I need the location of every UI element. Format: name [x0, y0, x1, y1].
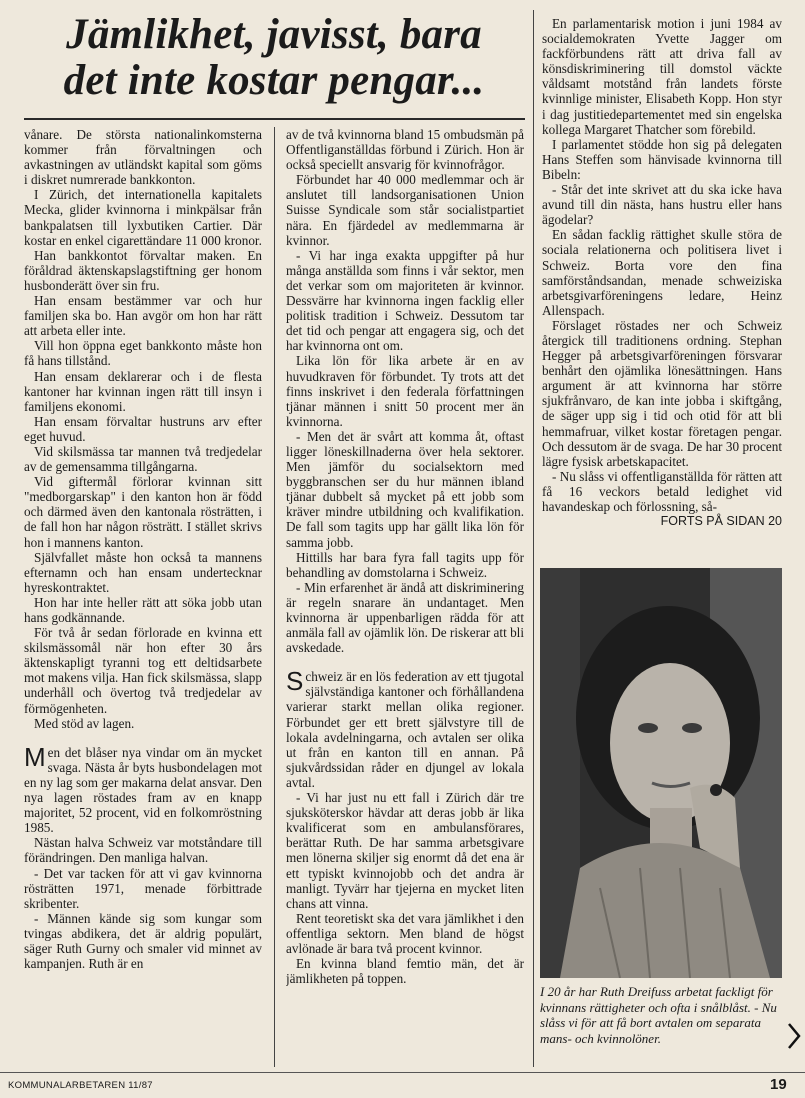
photo-caption: I 20 år har Ruth Dreifuss arbetat fackligt för kvinnans rättigheter och ofta i snålblåst. - Nu slåss vi för att få bort avtalen om separata mans- och kvinnolöner. [540, 984, 777, 1046]
paragraph: Han ensam förvaltar hustruns arv efter eget huvud. [24, 413, 262, 444]
paragraph: - Vi har inga exakta uppgifter på hur många anställda som finns i vår sektor, men det verkar som om majoriteten är kvinnor. Dessvärre har kvinnorna ingen facklig eller politisk tradition i Schweiz. Dessutom tar det tid och pengar att engagera sig, och det har kvinnorna ont om. [286, 247, 524, 354]
dropcap-paragraph [24, 741, 262, 836]
paragraph: Vill hon öppna eget bankkonto måste hon få hans tillstånd. [24, 338, 262, 369]
chevron-right-icon [787, 1022, 801, 1050]
paragraph: vånare. De största nationalinkomsterna kommer från förvaltningen och avkastningen av utländskt kapital som göms i diskret numrerade bankkonton. [24, 127, 262, 188]
headline-line-2: det inte kostar pengar... [63, 57, 485, 104]
paragraph: - Vi har just nu ett fall i Zürich där tre sjuksköterskor hävdar att deras jobb är lika kvalificerat som en ambulansförares, berättar Ruth. De har samma arbetsgivare men lönerna skiljer sig enormt då det ena är ett typiskt kvinnojobb och det andra är manligt. Tyvärr har tjejerna en mycket liten chans att vinna. [286, 790, 524, 911]
headline-rule [24, 118, 525, 120]
paragraph: Med stöd av lagen. [34, 715, 135, 731]
paragraph: - Nu slåss vi offentliganställda för rätten att få 16 veckors betald ledighet vid havandeskap och förlossning, så- [542, 468, 782, 514]
paragraph: Han ensam bestämmer var och hur familjen ska bo. Han avgör om hon har rätt att arbeta eller inte. [24, 293, 262, 339]
paragraph: Han ensam deklarerar och i de flesta kantoner har kvinnan ingen rätt till insyn i familjens ekonomi. [24, 368, 262, 414]
paragraph: Förbundet har 40 000 medlemmar och är anslutet till landsorganisationen Union Suisse Syndicale som står socialistpartiet nära. En fjärdedel av medlemmarna är kvinnor. [286, 172, 524, 248]
paragraph: Förslaget röstades ner och Schweiz återgick till traditionens ordning. Stephan Hegger på arbetsgivarföreningen försvarar benhårt den ojämlika lönesättningen. Hans argument är att kvinnorna har större sjukfrånvaro, de kan inte jobba i skiftgång, de säger upp sig i tid och otid för att bli hemmafruar, vilket kostar företagen pengar. Och dessutom är de svaga. De har 30 procent lägre fysisk arbetskapacitet. [542, 317, 782, 469]
dropcap-text: chweiz är en lös federation av ett tjugotal självständiga kantoner och förhållandena varierar starkt mellan olika regioner. Förbundet ger ett brett självstyre till de lokala avdelningarna, och avtalen ser olika ut från en kanton till en annan. På sjukvårdssidan råder en djungel av lokala avtal. [286, 669, 524, 790]
paragraph: - Men det är svårt att komma åt, oftast ligger löneskillnaderna över hela sektorer. Men jämför du socialsektorn med byggbranschen ser du hur männen ibland tjänar dubbelt så mycket på ett jobb som kräver mindre utbildning och kvalifikation. De fall som tagits upp har gällt lika lön för samma jobb. [286, 428, 524, 550]
publication-footer: KOMMUNALARBETAREN 11/87 [8, 1080, 153, 1091]
paragraph: Lika lön för lika arbete är en av huvudkraven för förbundet. Ty trots att det finns inskrivet i den federala författningen tjänar männen i snitt 50 procent mer än kvinnorna. [286, 353, 524, 429]
paragraph: Vid giftermål förlorar kvinnan sitt "medborgarskap" i den kanton hon är född och därmed även den kantonala rösträtten, i de fall hon har någon rösträtt. I stället skrivs hon i mannens kanton. [24, 474, 262, 550]
paragraph: I Zürich, det internationella kapitalets Mecka, glider kvinnorna i minkpälsar från bankpalatsen till lyxbutiken Cartier. Där kostar en enkel cigarettändare 11 000 kronor. [24, 187, 262, 248]
paragraph: Hon har inte heller rätt att söka jobb utan hans godkännande. [24, 594, 262, 625]
paragraph: Hittills har bara fyra fall tagits upp för behandling av domstolarna i Schweiz. [286, 549, 524, 580]
paragraph: Han bankkontot förvaltar maken. En föråldrad äktenskapslagstiftning ger honom husbonderätt över sin fru. [24, 247, 262, 293]
portrait-photo [540, 568, 782, 978]
paragraph: En parlamentarisk motion i juni 1984 av socialdemokraten Yvette Jagger om fackförbundens rätt att driva fall av könsdiskriminering till domstol väckte våldsamt motstånd från landets förste kvinnlige minister, Elisabeth Kopp. Hon styr i dag justitiedepartementet med sin engelska kollega Margaret Thatcher som förebild. [542, 16, 782, 137]
paragraph: - Männen kände sig som kungar som tvingas abdikera, det är aldrig populärt, säger Ruth Gurny och smaler vid minnet av kampanjen. Ruth är en [24, 910, 262, 972]
paragraph: En kvinna bland femtio män, det är jämlikheten på toppen. [286, 956, 524, 987]
dropcap-text: en det blåser nya vindar om än mycket svaga. Nästa år byts husbondelagen mot en ny lag som ger makarna delat ansvar. Den nya lagen röstades fram av en knapp majoritet, 52 procent, vid en folkomröstning 1985. [24, 744, 262, 836]
section-gap [24, 731, 262, 745]
column-1 [24, 127, 262, 1062]
paragraph: Rent teoretiskt ska det vara jämlikhet i den offentliga sektorn. Men bland de högst avlönade är bara två procent kvinnor. [286, 910, 524, 956]
paragraph: I parlamentet stödde hon sig på delegaten Hans Steffen som hänvisade kvinnorna till Bibeln: [542, 136, 782, 182]
portrait-illustration [540, 568, 782, 978]
dropcap-letter: M [24, 741, 46, 772]
continued-on-note: FORTS PÅ SIDAN 20 [660, 514, 782, 529]
paragraph: Vid skilsmässa tar mannen två tredjedelar av de gemensamma tillgångarna. [24, 443, 262, 475]
page-number: 19 [770, 1076, 787, 1093]
paragraph: av de två kvinnorna bland 15 ombudsmän på Offentliganställdas förbund i Zürich. Hon är också speciellt ansvarig för kvinnofrågor. [286, 127, 524, 173]
column-3 [542, 16, 782, 556]
section-gap [286, 655, 524, 669]
headline-line-1: Jämlikhet, javisst, bara [66, 11, 482, 58]
paragraph: Nästan halva Schweiz var motståndare till förändringen. Den manliga halvan. [24, 835, 262, 866]
column-divider [274, 127, 275, 1067]
paragraph: - Står det inte skrivet att du ska icke hava avund till din nästa, hans hustru eller hans ägodelar? [542, 182, 782, 228]
footer-rule [0, 1072, 805, 1073]
paragraph: För två år sedan förlorade en kvinna ett skilsmässomål när hon efter 30 års äktenskapligt tyranni tog ett deltidsarbete mot makens vilja. Han fick skilsmässa, slapp underhåll och övertog två tredjedelar av förmögenheten. [24, 625, 262, 716]
column-2 [286, 127, 524, 1062]
article-headline [24, 12, 524, 104]
column-divider [533, 10, 534, 1067]
paragraph: En sådan facklig rättighet skulle störa de sociala relationerna och politisera livet i Schweiz. Borta vore den fina samförståndsandan, menade schweiziska arbetsgivarföreningens ledare, Heinz Allenspach. [542, 227, 782, 318]
paragraph: Självfallet måste hon också ta mannens efternamn och han ensam undertecknar hyreskontraktet. [24, 549, 262, 595]
paragraph: - Det var tacken för att vi gav kvinnorna rösträtten 1971, menade förbittrade skribenter. [24, 865, 262, 911]
dropcap-letter: S [286, 666, 304, 697]
paragraph: - Min erfarenhet är ändå att diskriminering är regeln snarare än undantaget. Men kvinnorna är uppenbarligen rädda för att anmäla fall av ojämlik lön. De riskerar att bli avskedade. [286, 579, 524, 656]
dropcap-paragraph [286, 666, 524, 790]
